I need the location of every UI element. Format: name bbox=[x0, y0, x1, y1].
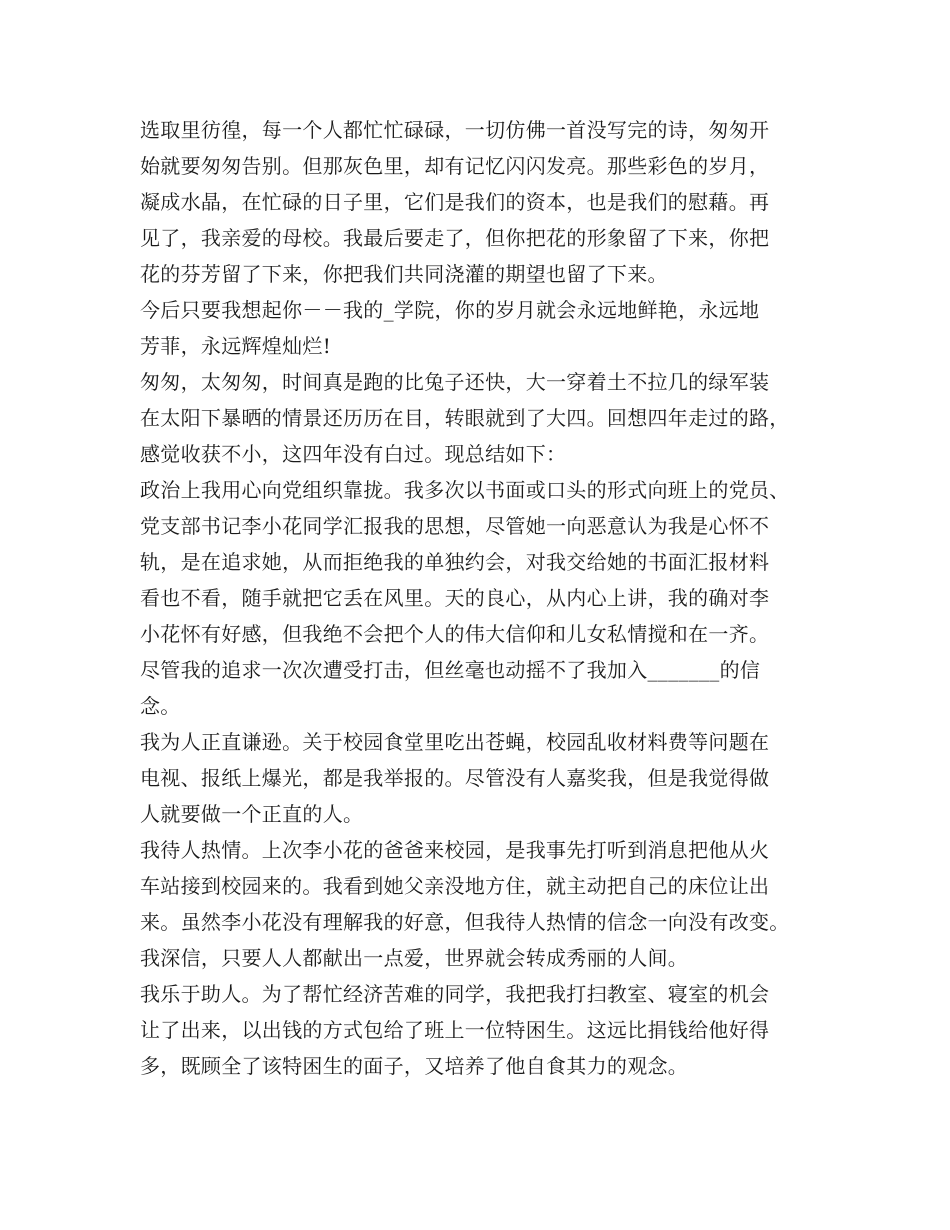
text-line: 选取里彷徨，每一个人都忙忙碌碌，一切仿佛一首没写完的诗，匆匆开 bbox=[140, 118, 770, 142]
text-line: 尽管我的追求一次次遭受打击，但丝毫也动摇不了我加入_______的信 bbox=[140, 658, 761, 682]
document-body bbox=[140, 112, 830, 1084]
text-line: 看也不看，随手就把它丢在风里。天的良心，从内心上讲，我的确对李 bbox=[140, 586, 770, 610]
text-line: 来。虽然李小花没有理解我的好意，但我待人热情的信念一向没有改变。 bbox=[140, 910, 790, 934]
text-line: 始就要匆匆告别。但那灰色里，却有记忆闪闪发亮。那些彩色的岁月， bbox=[140, 154, 770, 178]
text-line: 我乐于助人。为了帮忙经济苦难的同学，我把我打扫教室、寝室的机会 bbox=[140, 982, 770, 1006]
text-line: 车站接到校园来的。我看到她父亲没地方住，就主动把自己的床位让出 bbox=[140, 874, 770, 898]
text-line: 匆匆，太匆匆，时间真是跑的比兔子还快，大一穿着土不拉几的绿军装 bbox=[140, 370, 770, 394]
text-line: 我待人热情。上次李小花的爸爸来校园，是我事先打听到消息把他从火 bbox=[140, 838, 770, 862]
text-line: 多，既顾全了该特困生的面子，又培养了他自食其力的观念。 bbox=[140, 1054, 689, 1078]
text-line: 小花怀有好感，但我绝不会把个人的伟大信仰和儿女私情搅和在一齐。 bbox=[140, 622, 770, 646]
text-line: 芳菲，永远辉煌灿烂! bbox=[140, 334, 332, 358]
text-line: 轨，是在追求她，从而拒绝我的单独约会，对我交给她的书面汇报材料 bbox=[140, 550, 770, 574]
text-line: 凝成水晶，在忙碌的日子里，它们是我们的资本，也是我们的慰藉。再 bbox=[140, 190, 770, 214]
text-line: 政治上我用心向党组织靠拢。我多次以书面或口头的形式向班上的党员、 bbox=[140, 478, 790, 502]
text-line: 见了，我亲爱的母校。我最后要走了，但你把花的形象留了下来，你把 bbox=[140, 226, 770, 250]
text-line: 人就要做一个正直的人。 bbox=[140, 802, 364, 826]
text-line: 我为人正直谦逊。关于校园食堂里吃出苍蝇，校园乱收材料费等问题在 bbox=[140, 730, 770, 754]
text-line: 我深信，只要人人都献出一点爱，世界就会转成秀丽的人间。 bbox=[140, 946, 689, 970]
text-line: 让了出来，以出钱的方式包给了班上一位特困生。这远比捐钱给他好得 bbox=[140, 1018, 770, 1042]
text-line: 党支部书记李小花同学汇报我的思想，尽管她一向恶意认为我是心怀不 bbox=[140, 514, 770, 538]
text-line: 在太阳下暴晒的情景还历历在目，转眼就到了大四。回想四年走过的路， bbox=[140, 406, 790, 430]
text-line: 感觉收获不小，这四年没有白过。现总结如下： bbox=[140, 442, 567, 466]
text-line: 念。 bbox=[140, 694, 181, 718]
text-line: 电视、报纸上爆光，都是我举报的。尽管没有人嘉奖我，但是我觉得做 bbox=[140, 766, 770, 790]
text-line: 花的芬芳留了下来，你把我们共同浇灌的期望也留了下来。 bbox=[140, 262, 668, 286]
text-line: 今后只要我想起你－－我的_学院，你的岁月就会永远地鲜艳，永远地 bbox=[140, 298, 760, 322]
